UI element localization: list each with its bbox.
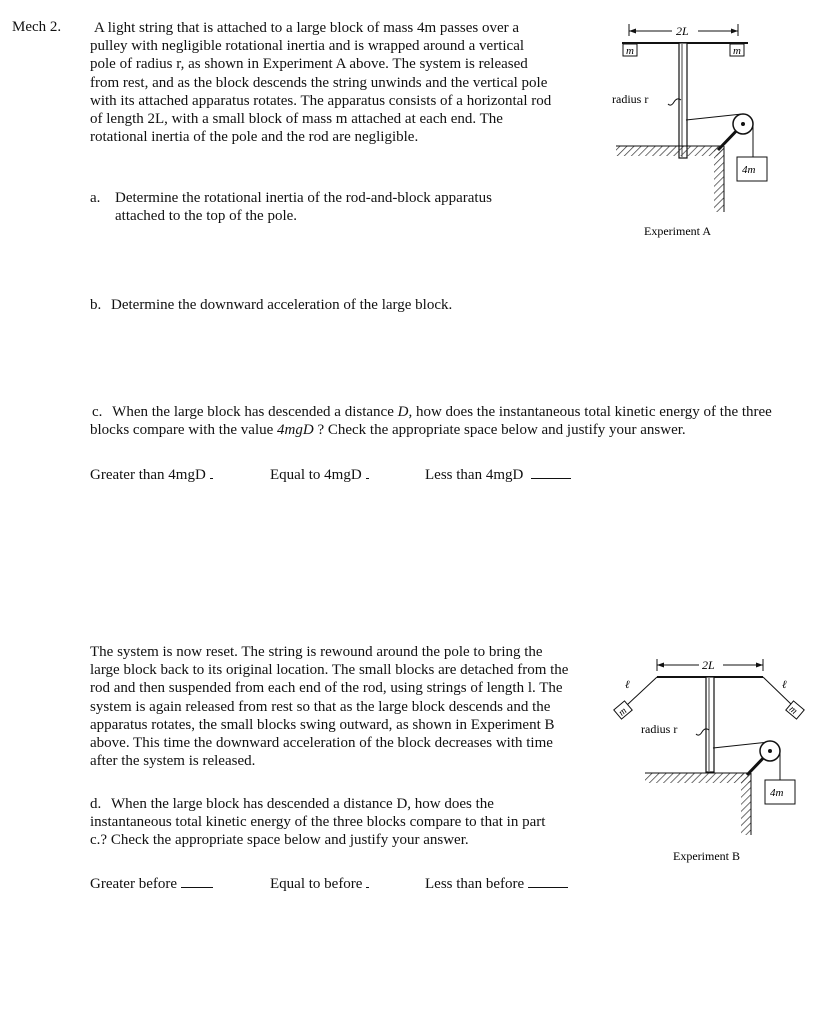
part-c-var-d: D, — [397, 404, 413, 420]
choice-c-less-label: Less than 4mgD — [425, 467, 524, 483]
choice-c-greater[interactable] — [90, 466, 213, 484]
pulley-b — [747, 741, 780, 775]
choice-c-equal[interactable] — [270, 466, 369, 484]
problem-number: Mech 2. — [12, 19, 62, 35]
string-length-label-right: ℓ — [782, 679, 787, 691]
large-mass-label-b: 4m — [770, 787, 784, 799]
problem-intro: A light string that is attached to a large block of mass 4m passes over a pulley with negligible rotational inertia and is wrapped around a vertical pole of radius r, as shown in Experiment A above. The system is released from rest, and as the block descends the string unwinds and the vertical pole with its attached apparatus rotates. The apparatus consists of a horizontal rod of length 2L, with a small block of mass m attached at each end. The rotational inertia of the pole and the rod are negligible. — [90, 20, 552, 146]
vertical-pole-a — [679, 43, 687, 158]
choice-c-equal-blank[interactable] — [366, 466, 369, 479]
table-edge-a — [714, 146, 724, 212]
part-b — [90, 296, 590, 314]
swing-string-right — [763, 677, 792, 705]
table-surface-b — [645, 773, 751, 783]
small-mass-label-left-b: m — [616, 705, 630, 719]
large-mass-label-a: 4m — [742, 164, 756, 176]
table-edge-b — [741, 773, 751, 835]
small-block-right-b — [785, 701, 804, 720]
part-a — [90, 189, 530, 225]
vertical-pole-b — [706, 677, 714, 772]
choice-c-greater-label: Greater than 4mgD — [90, 467, 206, 483]
caption-experiment-a: Experiment A — [644, 224, 711, 238]
rod-length-label-b: 2L — [702, 658, 715, 672]
choice-d-equal-blank[interactable] — [366, 875, 369, 888]
choice-c-less[interactable] — [425, 466, 571, 484]
small-block-right-a — [730, 44, 744, 57]
choice-d-greater-blank[interactable] — [181, 875, 213, 888]
radius-label-a: radius r — [612, 92, 649, 106]
choice-c-greater-blank[interactable] — [210, 466, 213, 479]
choice-d-less[interactable] — [425, 875, 568, 893]
dimension-2l-a — [629, 24, 738, 38]
choice-d-equal-label: Equal to before — [270, 876, 363, 892]
choice-c-equal-label: Equal to 4mgD — [270, 467, 362, 483]
small-mass-label-right-a: m — [733, 45, 741, 57]
reset-paragraph: The system is now reset. The string is rewound around the pole to bring the large block back to its original location. The small blocks are detached from the rod and then suspended from each end of the rod, using strings of length l. The system is again released from rest so that as the large block descends and the apparatus rotates, the small blocks swing outward, as shown in Experiment B above. This time the downward acceleration of the block decreases with time after the system is released. — [90, 644, 569, 770]
small-block-left-b — [614, 701, 633, 720]
part-c-text-pre: When the large block has descended a distance — [112, 404, 398, 420]
part-d-text: When the large block has descended a distance D, how does the instantaneous total kinetic energy of the three blocks compare to that in part c.? Check the appropriate space below and justify your answer. — [90, 796, 546, 849]
pulley-a — [718, 114, 753, 150]
table-surface-a — [616, 146, 724, 156]
choice-d-equal[interactable] — [270, 875, 369, 893]
part-c-text-post: ? Check the appropriate space below and justify your answer. — [313, 422, 686, 439]
part-d — [90, 795, 550, 850]
part-a-text: Determine the rotational inertia of the rod-and-block apparatus attached to the top of the pole. — [115, 190, 492, 225]
part-c-var-mgd: 4mgD — [277, 422, 314, 439]
part-a-letter: a. — [90, 190, 101, 206]
part-b-letter: b. — [90, 297, 102, 313]
dimension-2l-b — [657, 658, 763, 672]
part-c-letter: c. — [92, 404, 103, 420]
caption-experiment-b: Experiment B — [673, 849, 740, 863]
small-mass-label-left-a: m — [626, 45, 634, 57]
large-block-b — [765, 780, 795, 804]
choice-d-less-blank[interactable] — [528, 875, 568, 888]
part-d-letter: d. — [90, 796, 102, 812]
part-c — [90, 403, 790, 439]
swing-string-left — [627, 677, 657, 705]
radius-label-b: radius r — [641, 722, 678, 736]
choice-d-greater[interactable] — [90, 875, 213, 893]
string-length-label-left: ℓ — [625, 679, 630, 691]
small-mass-label-right-b: m — [786, 703, 800, 717]
small-block-left-a — [623, 44, 637, 57]
figure-experiment-a — [600, 10, 800, 245]
part-c-text-mid: how does the instantaneous total kinetic energy of the three blocks compare with the value — [90, 404, 772, 439]
choice-d-less-label: Less than before — [425, 876, 525, 892]
rod-length-label-a: 2L — [676, 24, 689, 38]
choice-c-less-blank[interactable] — [531, 466, 571, 479]
figure-experiment-b — [605, 650, 815, 870]
part-b-text: Determine the downward acceleration of the large block. — [111, 297, 453, 313]
choice-d-greater-label: Greater before — [90, 876, 178, 892]
large-block-a — [737, 157, 767, 181]
